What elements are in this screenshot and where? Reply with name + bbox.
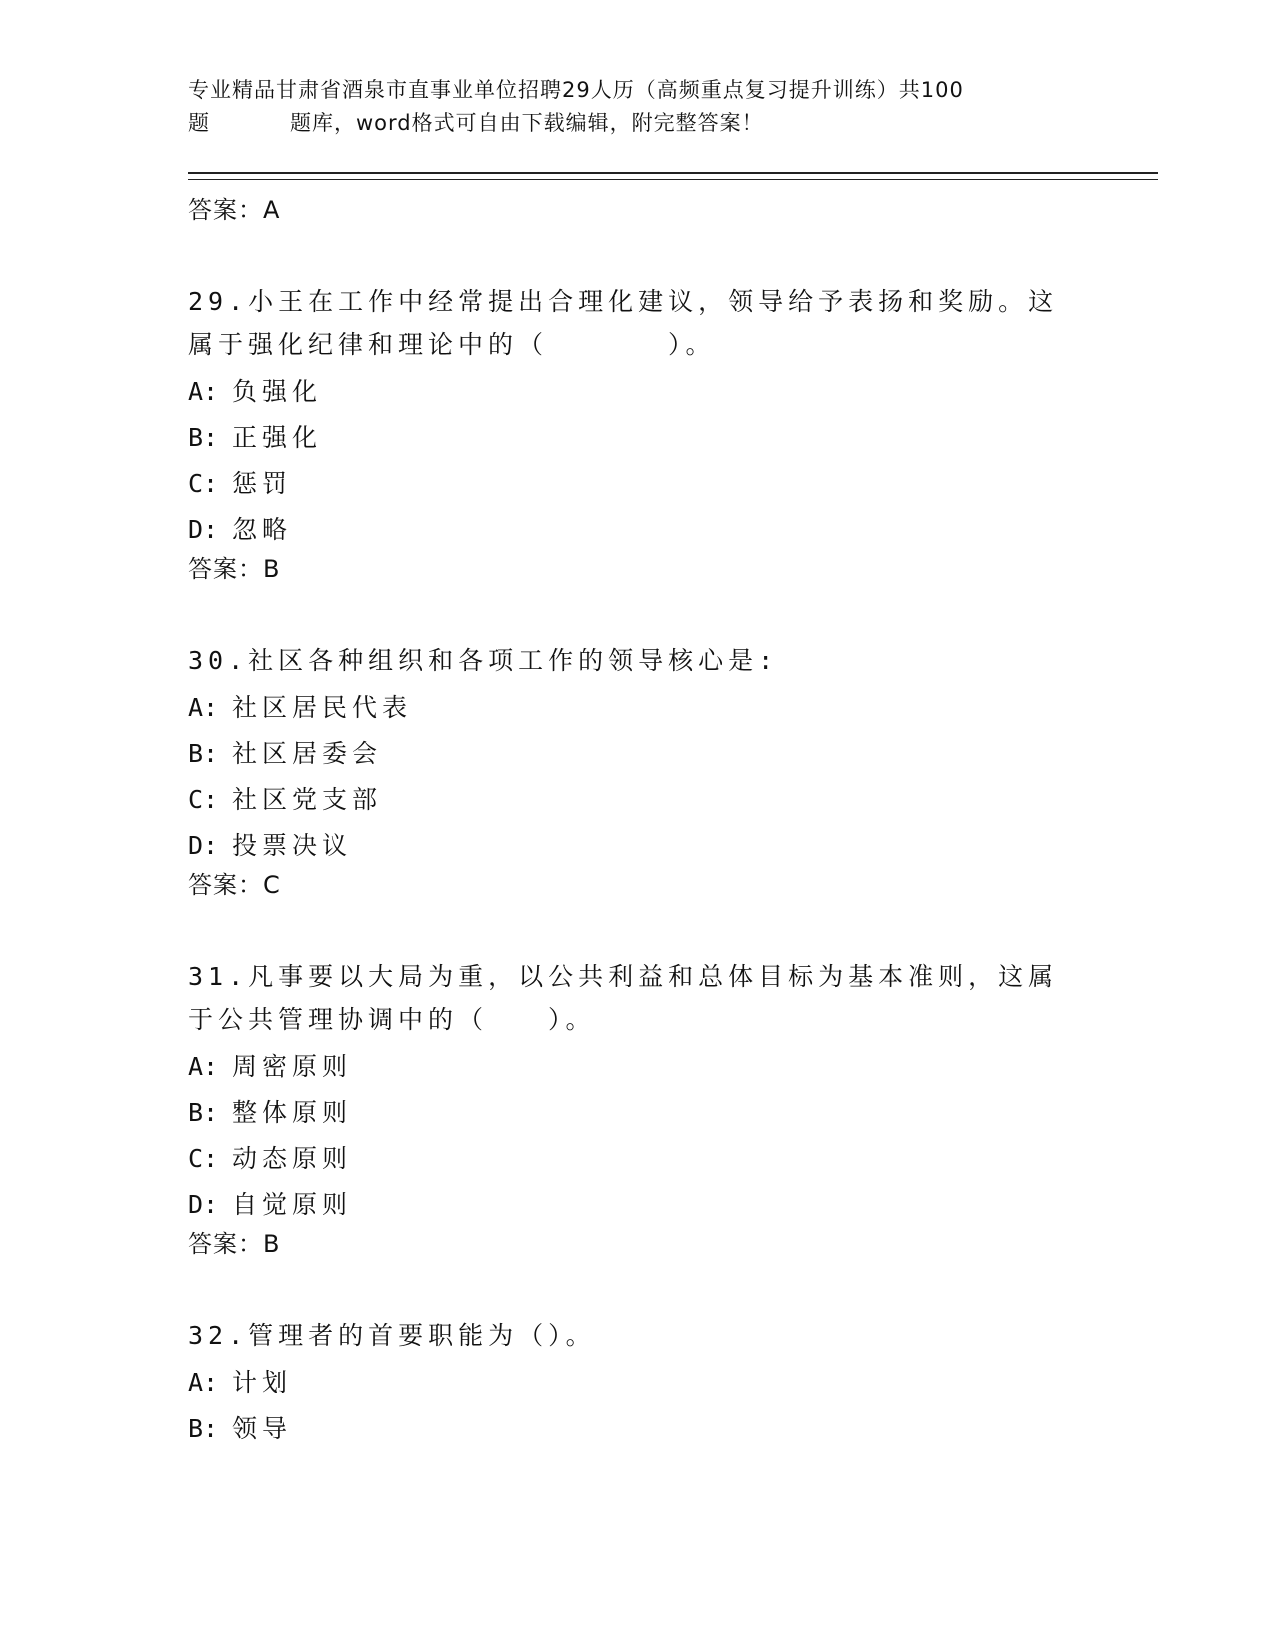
answer-option bbox=[188, 461, 1158, 507]
option-text: 社区党支部 bbox=[232, 785, 383, 814]
answer-option bbox=[188, 1136, 1158, 1182]
answer-option bbox=[188, 823, 1158, 869]
answer-option bbox=[188, 1406, 1158, 1452]
question-stem: 32.管理者的首要职能为（）。 bbox=[188, 1321, 596, 1350]
option-key: A: bbox=[188, 1052, 219, 1081]
document-page bbox=[188, 0, 1158, 1452]
option-text: 动态原则 bbox=[232, 1144, 353, 1173]
option-key: D: bbox=[188, 1190, 219, 1219]
option-text: 社区居委会 bbox=[232, 739, 383, 768]
option-key: A: bbox=[188, 693, 219, 722]
answer-line: 答案：B bbox=[188, 555, 281, 583]
option-key: A: bbox=[188, 1368, 219, 1397]
question-block bbox=[188, 639, 1158, 901]
answer-line: 答案：C bbox=[188, 871, 281, 899]
option-key: B: bbox=[188, 1098, 219, 1127]
answer-option bbox=[188, 369, 1158, 415]
option-key: A: bbox=[188, 377, 219, 406]
header-title-line2 bbox=[188, 107, 1158, 140]
question-block bbox=[188, 280, 1158, 585]
previous-answer: 答案：A bbox=[188, 196, 281, 224]
answer-option bbox=[188, 731, 1158, 777]
question-block bbox=[188, 1314, 1158, 1452]
answer-option bbox=[188, 1182, 1158, 1228]
answer-option bbox=[188, 777, 1158, 823]
option-text: 自觉原则 bbox=[232, 1190, 353, 1219]
page-header bbox=[188, 0, 1158, 146]
header-title-line2-rest: 题库，word格式可自由下载编辑，附完整答案！ bbox=[290, 111, 764, 135]
answer-option bbox=[188, 1090, 1158, 1136]
option-key: B: bbox=[188, 1414, 219, 1443]
option-text: 惩罚 bbox=[232, 469, 293, 498]
option-text: 投票决议 bbox=[232, 831, 353, 860]
question-stem: 29.小王在工作中经常提出合理化建议，领导给予表扬和奖励。这属于强化纪律和理论中的（ ）。 bbox=[188, 287, 1059, 359]
option-key: B: bbox=[188, 739, 219, 768]
header-title-line1: 专业精品甘肃省酒泉市直事业单位招聘29人历（高频重点复习提升训练）共100 bbox=[188, 78, 964, 102]
option-text: 领导 bbox=[232, 1414, 293, 1443]
option-key: C: bbox=[188, 469, 219, 498]
option-text: 计划 bbox=[232, 1368, 293, 1397]
option-key: C: bbox=[188, 785, 219, 814]
answer-line: 答案：B bbox=[188, 1230, 281, 1258]
answer-option bbox=[188, 685, 1158, 731]
question-stem: 30.社区各种组织和各项工作的领导核心是: bbox=[188, 646, 779, 675]
option-text: 周密原则 bbox=[232, 1052, 353, 1081]
option-text: 整体原则 bbox=[232, 1098, 353, 1127]
option-text: 忽略 bbox=[232, 515, 293, 544]
answer-option bbox=[188, 1044, 1158, 1090]
question-stem: 31.凡事要以大局为重，以公共利益和总体目标为基本准则，这属于公共管理协调中的（ ）。 bbox=[188, 962, 1059, 1034]
answer-option bbox=[188, 507, 1158, 553]
option-text: 社区居民代表 bbox=[232, 693, 413, 722]
header-divider bbox=[188, 172, 1158, 180]
option-key: D: bbox=[188, 515, 219, 544]
header-title-line2-start: 题 bbox=[188, 111, 210, 135]
option-text: 负强化 bbox=[232, 377, 323, 406]
option-key: D: bbox=[188, 831, 219, 860]
option-key: B: bbox=[188, 423, 219, 452]
answer-option bbox=[188, 1360, 1158, 1406]
question-block bbox=[188, 955, 1158, 1260]
option-key: C: bbox=[188, 1144, 219, 1173]
option-text: 正强化 bbox=[232, 423, 323, 452]
answer-option bbox=[188, 415, 1158, 461]
question-list bbox=[188, 280, 1158, 1452]
